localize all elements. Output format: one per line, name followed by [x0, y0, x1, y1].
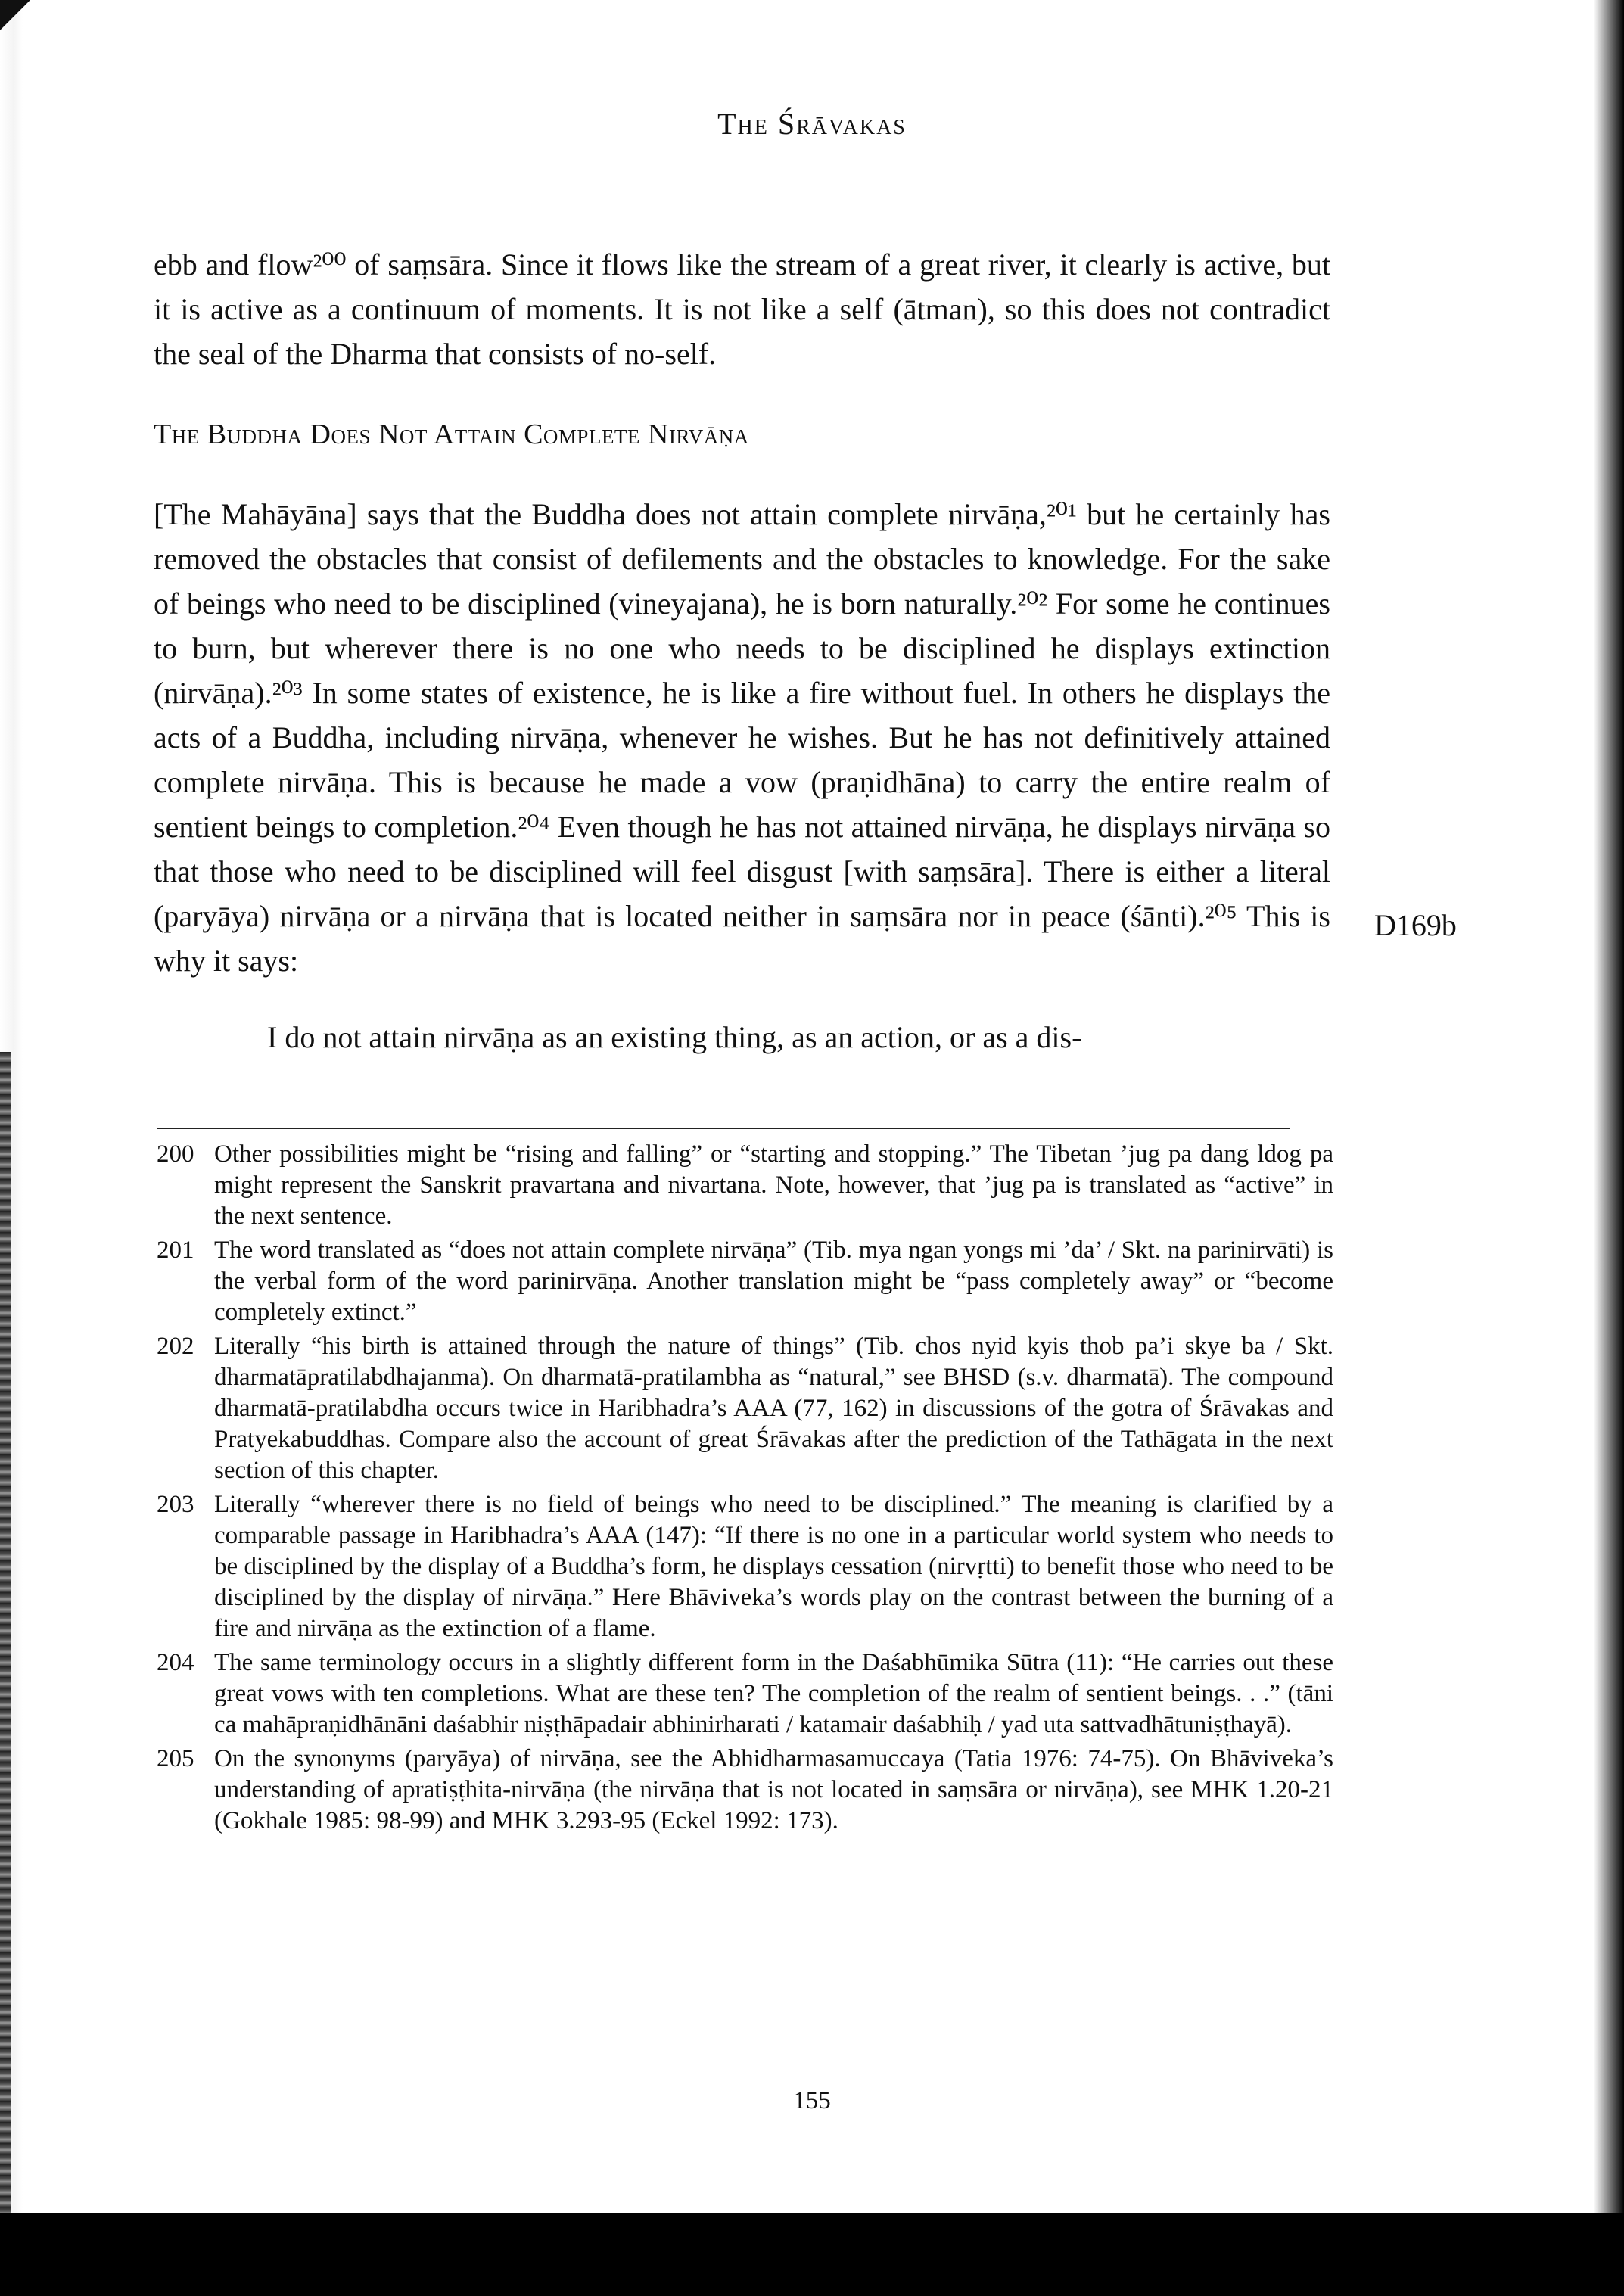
footnote-rule	[157, 1128, 1290, 1129]
footnote	[157, 1647, 1333, 1741]
marginal-reference: D169b	[1374, 908, 1457, 942]
footnote-number: 202	[157, 1333, 194, 1360]
scan-bottom-band	[0, 2213, 1624, 2296]
footnote-text: Literally “wherever there is no field of beings who need to be disciplined.” The meaning is clarified by a comparable passage in Haribhadra’s AAA (147): “If there is no one in a particular world system who needs to be disciplined by the display of a Buddha’s form, he displays cessation (nirvṛtti) to benefit those who need to be disciplined by the display of nirvāṇa.” Here Bhāviveka’s words play on the contrast between the burning of a fire and nirvāṇa as the extinction of a flame.	[214, 1491, 1333, 1642]
page-number: 155	[793, 2087, 831, 2114]
footnote-number: 200	[157, 1140, 194, 1168]
paragraph: ebb and flow²⁰⁰ of saṃsāra. Since it flows like the stream of a great river, it clearly is active, but it is active as a continuum of moments. It is not like a self (ātman), so this does not contradict the seal of the Dharma that consists of no-self.	[154, 247, 1330, 371]
footnote	[157, 1744, 1333, 1837]
block-quote: I do not attain nirvāṇa as an existing thing, as an action, or as a dis-	[267, 1020, 1082, 1054]
footnote	[157, 1235, 1333, 1328]
scan-corner	[0, 0, 30, 30]
footnote	[157, 1139, 1333, 1232]
footnote	[157, 1331, 1333, 1486]
footnote-number: 204	[157, 1649, 194, 1676]
footnote-text: Other possibilities might be “rising and falling” or “starting and stopping.” The Tibetan ’jug pa dang ldog pa might represent the Sanskrit pravartana and nivartana. Note, however, that ’jug pa is translated as “active” in the next sentence.	[214, 1140, 1333, 1230]
footnote-number: 205	[157, 1745, 194, 1772]
footnotes	[157, 1139, 1333, 1840]
footnote-number: 201	[157, 1237, 194, 1264]
footnote	[157, 1489, 1333, 1644]
footnote-text: The word translated as “does not attain complete nirvāṇa” (Tib. mya ngan yongs mi ’da’ / Skt. na parinirvāti) is the verbal form of the word parinirvāṇa. Another translation might be “pass completely away” or “become completely extinct.”	[214, 1237, 1333, 1326]
footnote-text: Literally “his birth is attained through the nature of things” (Tib. chos nyid kyis thob pa’i skye ba / Skt. dharmatāpratilabdhajanma). On dharmatā-pratilambha as “natural,” see BHSD (s.v. dharmatā). The compound dharmatā-pratilabdha occurs twice in Haribhadra’s AAA (77, 162) in discussions of the gotra of Śrāvakas and Pratyekabuddhas. Compare also the account of great Śrāvakas after the prediction of the Tathāgata in the next section of this chapter.	[214, 1333, 1333, 1484]
running-head: The Śrāvakas	[717, 107, 907, 141]
main-text	[154, 242, 1330, 1059]
footnote-number: 203	[157, 1491, 194, 1518]
section-title: The Buddha Does Not Attain Complete Nirvāṇa	[154, 418, 749, 450]
footnote-text: On the synonyms (paryāya) of nirvāṇa, see the Abhidharmasamuccaya (Tatia 1976: 74-75). On Bhāviveka’s understanding of apratiṣṭhita-nirvāṇa (the nirvāṇa that is not located in saṃsāra or nirvāṇa), see MHK 1.20-21 (Gokhale 1985: 98-99) and MHK 3.293-95 (Eckel 1992: 173).	[214, 1745, 1333, 1834]
paragraph: [The Mahāyāna] says that the Buddha does not attain complete nirvāṇa,²⁰¹ but he certainly has removed the obstacles that consist of defilements and the obstacles to knowledge. For the sake of beings who need to be disciplined (vineyajana), he is born naturally.²⁰² For some he continues to burn, but wherever there is no one who needs to be disciplined he displays extinction (nirvāṇa).²⁰³ In some states of existence, he is like a fire without fuel. In others he displays the acts of a Buddha, including nirvāṇa, whenever he wishes. But he has not definitively attained complete nirvāṇa. This is because he made a vow (praṇidhāna) to carry the entire realm of sentient beings to completion.²⁰⁴ Even though he has not attained nirvāṇa, he displays nirvāṇa so that those who need to be disciplined will feel disgust [with saṃsāra]. There is either a literal (paryāya) nirvāṇa or a nirvāṇa that is located neither in saṃsāra nor in peace (śānti).²⁰⁵ This is why it says:	[154, 497, 1330, 978]
footnote-text: The same terminology occurs in a slightly different form in the Daśabhūmika Sūtra (11): “He carries out these great vows with ten completions. What are these ten? The completion of the realm of sentient beings. . .” (tāni ca mahāpraṇidhānāni daśabhir niṣṭhāpadair abhinirharati / katamair daśabhiḥ / yad uta sattvadhātuniṣṭhayā).	[214, 1649, 1333, 1738]
scan-right-edge	[1594, 0, 1624, 2296]
